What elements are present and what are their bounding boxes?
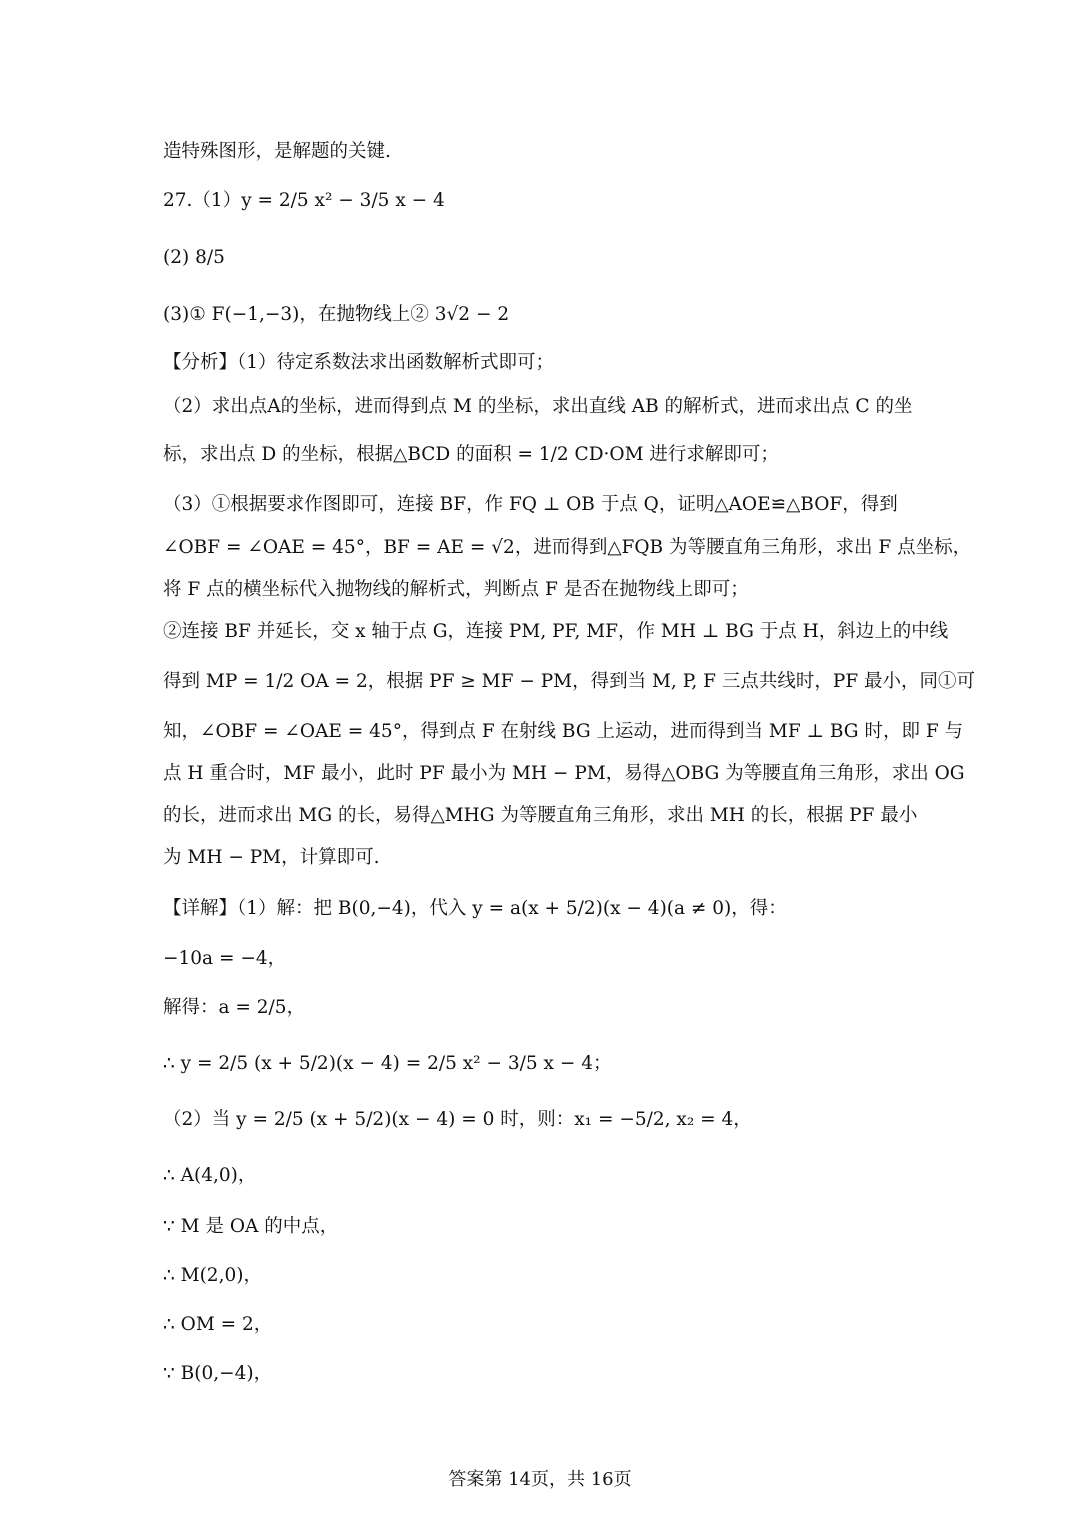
text-line: ∠OBF = ∠OAE = 45°，BF = AE = √2，进而得到△FQB 为等腰直角三角形，求出 F 点坐标， <box>163 537 972 558</box>
text-line: 造特殊图形，是解题的关键. <box>163 141 391 162</box>
text-line: 的长，进而求出 MG 的长，易得△MHG 为等腰直角三角形，求出 MH 的长，根据 PF 最小 <box>163 805 918 826</box>
analysis-heading: 【分析】（1）待定系数法求出函数解析式即可； <box>163 352 555 373</box>
text-line: （2）求出点A的坐标，进而得到点 M 的坐标，求出直线 AB 的解析式，进而求出点 C 的坐 <box>163 396 913 417</box>
text-line: 点 H 重合时，MF 最小，此时 PF 最小为 MH − PM，易得△OBG 为等腰直角三角形，求出 OG <box>163 763 965 784</box>
text-line: ②连接 BF 并延长，交 x 轴于点 G，连接 PM, PF, MF，作 MH ⊥ BG 于点 H，斜边上的中线 <box>163 621 949 642</box>
page-footer: 答案第 14页，共 16页 <box>448 1469 632 1490</box>
equation-line: 解得：a = 2/5， <box>163 997 306 1018</box>
answer-27-2: (2) 8/5 <box>163 247 225 268</box>
text-line: 标，求出点 D 的坐标，根据△BCD 的面积 = 1/2 CD·OM 进行求解即可； <box>163 444 779 465</box>
text-line: 为 MH − PM，计算即可. <box>163 847 380 868</box>
text-line: 得到 MP = 1/2 OA = 2，根据 PF ≥ MF − PM，得到当 M, P, F 三点共线时，PF 最小，同①可 <box>163 671 976 692</box>
text-line: （3）①根据要求作图即可，连接 BF，作 FQ ⊥ OB 于点 Q，证明△AOE≌△BOF，得到 <box>163 494 898 515</box>
equation-line: ∴ y = 2/5 (x + 5/2)(x − 4) = 2/5 x² − 3/5 x − 4； <box>163 1053 612 1074</box>
equation-line: ∵ B(0,−4)， <box>163 1363 273 1384</box>
answer-27-3: (3)① F(−1,−3)，在抛物线上② 3√2 − 2 <box>163 304 510 325</box>
text-line: 将 F 点的横坐标代入抛物线的解析式，判断点 F 是否在抛物线上即可； <box>163 579 749 600</box>
text-line: 知，∠OBF = ∠OAE = 45°，得到点 F 在射线 BG 上运动，进而得到当 MF ⊥ BG 时，即 F 与 <box>163 721 964 742</box>
answer-27-1: 27.（1）y = 2/5 x² − 3/5 x − 4 <box>163 190 445 211</box>
equation-line: −10a = −4， <box>163 948 287 969</box>
equation-line: ∵ M 是 OA 的中点， <box>163 1216 339 1237</box>
detail-heading: 【详解】（1）解：把 B(0,−4)，代入 y = a(x + 5/2)(x − 4)(a ≠ 0)，得： <box>163 898 787 919</box>
equation-line: ∴ A(4,0)， <box>163 1165 257 1186</box>
equation-line: ∴ M(2,0)， <box>163 1265 262 1286</box>
equation-line: ∴ OM = 2， <box>163 1314 273 1335</box>
equation-line: （2）当 y = 2/5 (x + 5/2)(x − 4) = 0 时，则：x₁ = −5/2, x₂ = 4， <box>163 1109 752 1130</box>
